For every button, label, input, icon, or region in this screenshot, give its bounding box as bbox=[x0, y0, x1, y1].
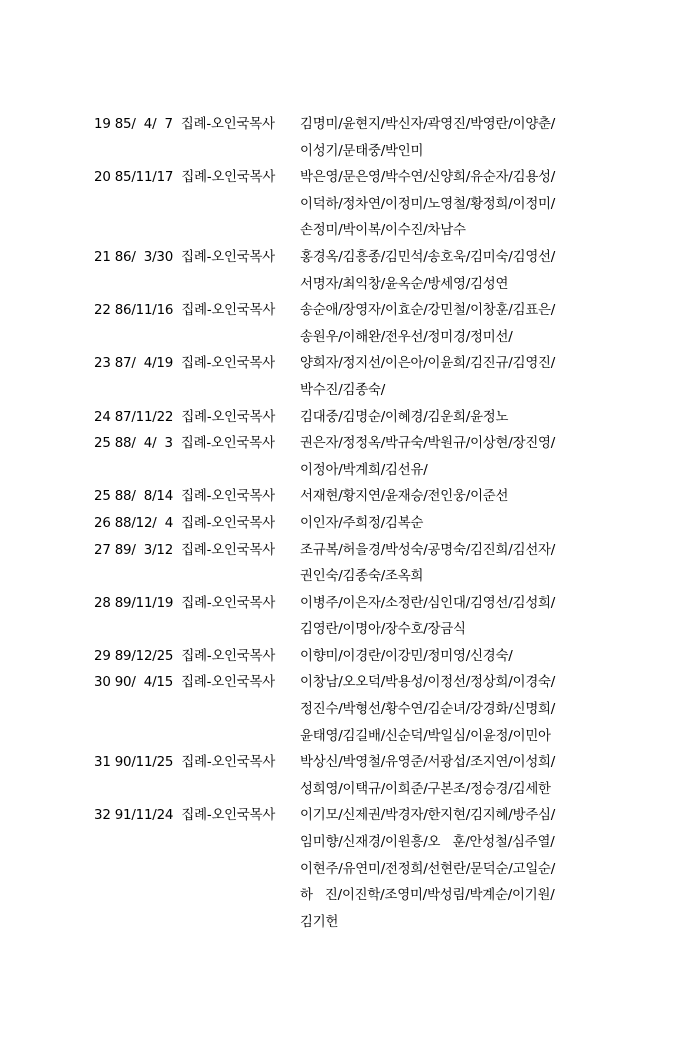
record-names bbox=[300, 591, 600, 644]
record-meta: 20 85/11/17 집례-오인국목사 bbox=[94, 170, 276, 186]
names-line: 홍경옥/김흥종/김민석/송호욱/김미숙/김영선/ bbox=[300, 249, 556, 265]
record-meta: 26 88/12/ 4 집례-오인국목사 bbox=[94, 515, 275, 531]
names-line: 정진수/박형선/황수연/김순녀/강경화/신명희/ bbox=[300, 702, 556, 718]
record-row bbox=[0, 245, 600, 298]
names-line: 박상신/박영철/유영준/서광섭/조지연/이성희/ bbox=[300, 755, 556, 771]
record-meta: 24 87/11/22 집례-오인국목사 bbox=[94, 409, 276, 425]
names-line: 김영란/이명아/장수호/장금식 bbox=[300, 622, 466, 638]
names-line: 조규복/허을경/박성숙/공명숙/김진희/김선자/ bbox=[300, 542, 556, 558]
names-line: 이현주/유연미/전정희/선현란/문덕순/고일순/ bbox=[300, 861, 556, 877]
record-names bbox=[300, 431, 600, 484]
record-row bbox=[0, 591, 600, 644]
record-meta: 23 87/ 4/19 집례-오인국목사 bbox=[94, 356, 275, 372]
record-row bbox=[0, 644, 600, 671]
names-line: 이성기/문태중/박인미 bbox=[300, 143, 424, 159]
names-line: 박은영/문은영/박수연/신양희/유순자/김용성/ bbox=[300, 170, 556, 186]
names-line: 이덕하/정차연/이정미/노영철/황정희/이정미/ bbox=[300, 196, 556, 212]
record-names bbox=[300, 644, 600, 671]
record-row bbox=[0, 538, 600, 591]
names-line: 송원우/이해완/전우선/정미경/정미선/ bbox=[300, 329, 513, 345]
names-line: 하 진/이진학/조영미/박성림/박계순/이기원/ bbox=[300, 888, 555, 904]
record-meta: 29 89/12/25 집례-오인국목사 bbox=[94, 648, 276, 664]
record-row bbox=[0, 405, 600, 432]
record-names bbox=[300, 165, 600, 245]
names-line: 김명미/윤현지/박신자/곽영진/박영란/이양춘/ bbox=[300, 117, 556, 132]
names-line: 박수진/김종숙/ bbox=[300, 382, 386, 398]
names-line: 이향미/이경란/이강민/정미영/신경숙/ bbox=[300, 648, 513, 664]
record-row bbox=[0, 165, 600, 245]
names-line: 권은자/정정옥/박규숙/박원규/이상현/장진영/ bbox=[300, 436, 556, 452]
record-meta: 28 89/11/19 집례-오인국목사 bbox=[94, 595, 276, 611]
record-meta: 22 86/11/16 집례-오인국목사 bbox=[94, 303, 276, 319]
record-row bbox=[0, 431, 600, 484]
names-line: 이기모/신제권/박경자/한지현/김지혜/방주심/ bbox=[300, 808, 556, 824]
names-line: 이정아/박계희/김선유/ bbox=[300, 462, 428, 478]
record-meta: 32 91/11/24 집례-오인국목사 bbox=[94, 808, 276, 824]
record-names bbox=[300, 298, 600, 351]
record-names bbox=[300, 511, 600, 538]
names-line: 임미향/신재경/이원흥/오 훈/안성철/심주열/ bbox=[300, 835, 555, 851]
record-meta: 19 85/ 4/ 7 집례-오인국목사 bbox=[94, 117, 275, 132]
record-names bbox=[300, 405, 600, 432]
baptism-record-list bbox=[0, 112, 600, 936]
record-names bbox=[300, 245, 600, 298]
names-line: 양희자/정지선/이은아/이윤희/김진규/김영진/ bbox=[300, 356, 556, 372]
record-meta: 25 88/ 4/ 3 집례-오인국목사 bbox=[94, 436, 275, 452]
names-line: 송순애/장영자/이효순/강민철/이창훈/김표은/ bbox=[300, 303, 556, 319]
names-line: 이창남/오오덕/박용성/이정선/정상희/이경숙/ bbox=[300, 675, 556, 691]
record-row bbox=[0, 670, 600, 750]
record-row bbox=[0, 298, 600, 351]
record-names bbox=[300, 484, 600, 511]
record-names bbox=[300, 803, 600, 936]
record-meta: 30 90/ 4/15 집례-오인국목사 bbox=[94, 675, 275, 691]
record-row bbox=[0, 803, 600, 936]
names-line: 성희영/이택규/이희준/구본조/정승경/김세한 bbox=[300, 781, 551, 797]
names-line: 김대중/김명순/이혜경/김운희/윤정노 bbox=[300, 409, 509, 425]
record-meta: 31 90/11/25 집례-오인국목사 bbox=[94, 755, 276, 771]
names-line: 서명자/최익창/윤옥순/방세영/김성연 bbox=[300, 276, 509, 292]
record-row bbox=[0, 750, 600, 803]
record-names bbox=[300, 112, 600, 165]
record-row bbox=[0, 112, 600, 165]
names-line: 윤태영/김길배/신순덕/박일심/이윤정/이민아 bbox=[300, 728, 551, 744]
names-line: 이인자/주희정/김복순 bbox=[300, 515, 424, 531]
names-line: 서재현/황지연/윤재승/전인웅/이준선 bbox=[300, 489, 509, 505]
record-meta: 27 89/ 3/12 집례-오인국목사 bbox=[94, 542, 275, 558]
names-line: 이병주/이은자/소정란/심인대/김영선/김성희/ bbox=[300, 595, 556, 611]
names-line: 김기헌 bbox=[300, 914, 339, 930]
record-names bbox=[300, 351, 600, 404]
names-line: 권인숙/김종숙/조옥희 bbox=[300, 569, 424, 585]
record-row bbox=[0, 351, 600, 404]
record-names bbox=[300, 670, 600, 750]
record-row bbox=[0, 511, 600, 538]
names-line: 손정미/박이복/이수진/차남수 bbox=[300, 223, 466, 239]
record-names bbox=[300, 538, 600, 591]
record-names bbox=[300, 750, 600, 803]
record-meta: 25 88/ 8/14 집례-오인국목사 bbox=[94, 489, 275, 505]
record-row bbox=[0, 484, 600, 511]
record-meta: 21 86/ 3/30 집례-오인국목사 bbox=[94, 249, 275, 265]
